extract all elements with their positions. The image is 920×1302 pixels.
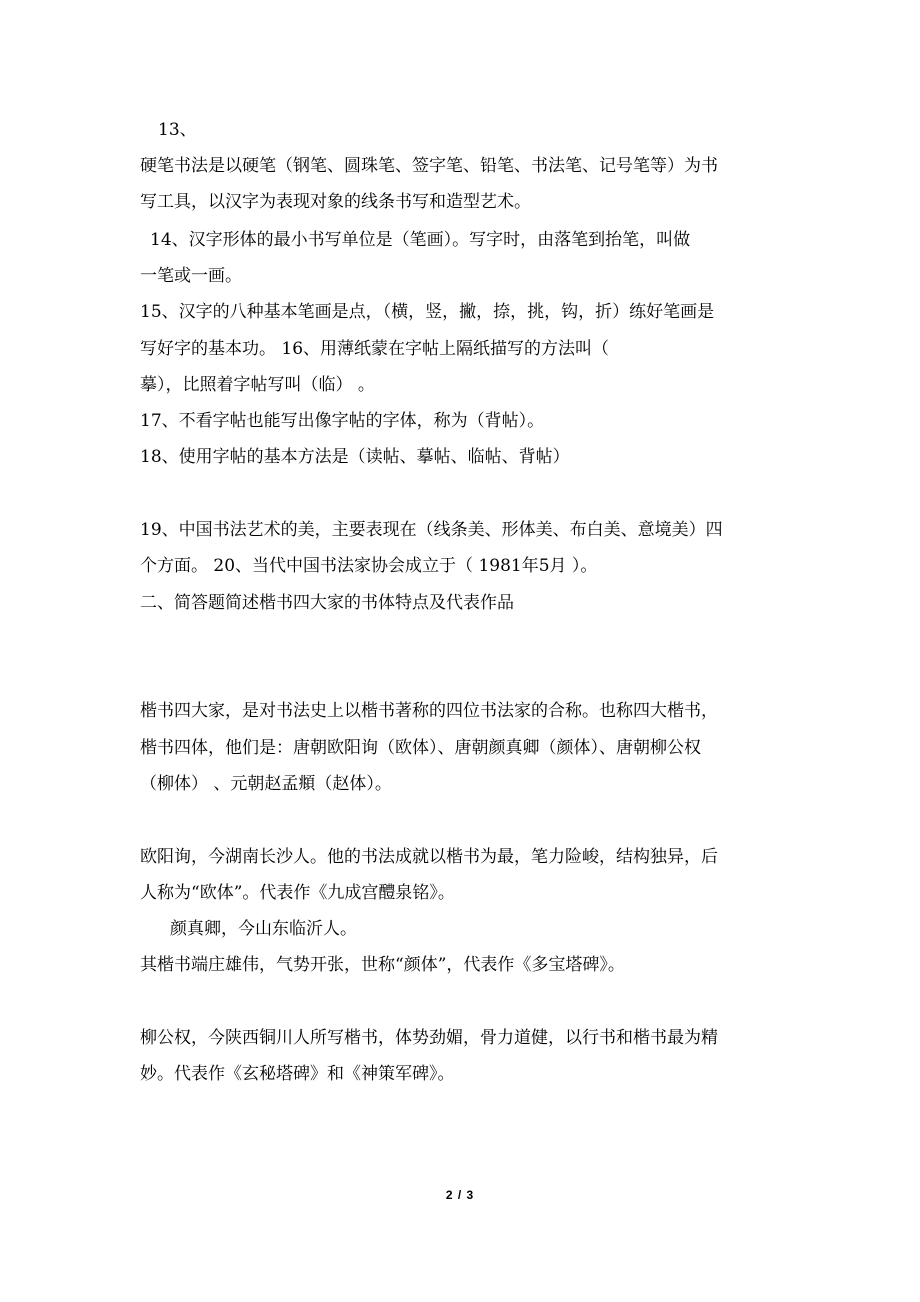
text-line: 18、使用字帖的基本方法是（读帖、摹帖、临帖、背帖） (140, 447, 570, 467)
text-line: 写工具，以汉字为表现对象的线条书写和造型艺术。 (140, 192, 531, 212)
text-line: 欧阳询，今湖南长沙人。他的书法成就以楷书为最，笔力险峻，结构独异，后 (140, 847, 718, 867)
text-line: 摹），比照着字帖写叫（临） 。 (140, 375, 375, 395)
text-line: 妙。代表作《玄秘塔碑》和《神策军碑》。 (140, 1064, 455, 1084)
text-line: 个方面。 20、当代中国书法家协会成立于（ 1981年5月 ）。 (140, 556, 598, 576)
section-heading: 二、简答题简述楷书四大家的书体特点及代表作品 (140, 593, 514, 613)
text-line: 楷书四大家，是对书法史上以楷书著称的四位书法家的合称。也称四大楷书， (140, 701, 718, 721)
text-line: 19、中国书法艺术的美，主要表现在（线条美、形体美、布白美、意境美）四 (140, 520, 723, 540)
text-line: 人称为“欧体”。代表作《九成宫醴泉铭》。 (140, 883, 455, 903)
text-line: （柳体） 、元朝赵孟頫（赵体）。 (140, 774, 392, 794)
text-line: 楷书四体，他们是：唐朝欧阳询（欧体）、唐朝颜真卿（颜体）、唐朝柳公权 (140, 738, 701, 758)
text-line: 15、汉字的八种基本笔画是点，（横，竖，撇，捺，挑，钩，折）练好笔画是 (140, 302, 715, 322)
text-line: 17、不看字帖也能写出像字帖的字体，称为（背帖）。 (140, 411, 545, 431)
text-line: 13、 (158, 120, 197, 140)
text-line: 硬笔书法是以硬笔（钢笔、圆珠笔、签字笔、铅笔、书法笔、记号笔等）为书 (140, 156, 718, 176)
text-line: 其楷书端庄雄伟，气势开张，世称“颜体”，代表作《多宝塔碑》。 (140, 955, 625, 975)
text-line: 柳公权，今陕西铜川人所写楷书，体势劲媚，骨力道健，以行书和楷书最为精 (140, 1028, 718, 1048)
text-line: 写好字的基本功。 16、用薄纸蒙在字帖上隔纸描写的方法叫（ (140, 339, 610, 359)
text-line: 一笔或一画。 (140, 266, 242, 286)
text-line: 14、汉字形体的最小书写单位是（笔画）。写字时，由落笔到抬笔，叫做 (150, 230, 691, 250)
text-line: 颜真卿，今山东临沂人。 (170, 919, 357, 939)
page-number: 2 / 3 (445, 1188, 475, 1202)
